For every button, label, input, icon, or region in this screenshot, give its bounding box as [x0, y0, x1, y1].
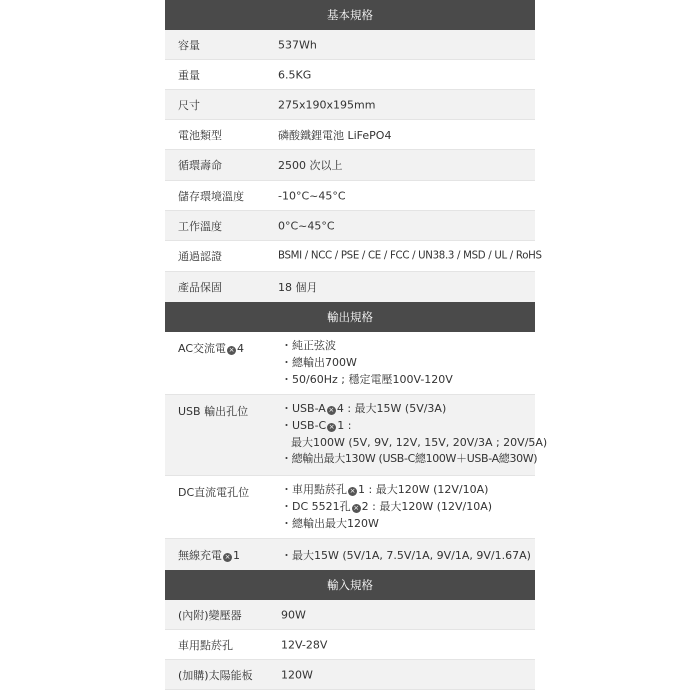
spec-key: (加購)太陽能板 [178, 668, 253, 682]
spec-value: 磷酸鐵鋰電池 LiFePO4 [278, 128, 392, 142]
multiply-icon: × [328, 406, 335, 414]
section-header-basic [165, 0, 535, 30]
spec-value: 90W [281, 608, 306, 621]
spec-key: 重量 [178, 68, 200, 82]
spec-row-weight [165, 60, 535, 90]
spec-row-battery-type [165, 120, 535, 150]
spec-key: AC交流電 × 4 [178, 342, 245, 355]
spec-value: 2500 次以上 [278, 159, 343, 172]
spec-row-storage-temp [165, 181, 535, 211]
list-item: 最大100W (5V, 9V, 12V, 15V, 20V/3A ; 20V/5A) [291, 435, 548, 449]
multiply-icon: × [328, 422, 335, 431]
spec-row-dc-output [165, 476, 535, 539]
multiply-icon: × [228, 346, 235, 354]
list-item: ・總輸出最大130W (USB-C總100W＋USB-A總30W) [281, 452, 538, 466]
spec-key: DC直流電孔位 [178, 486, 250, 499]
spec-value-list [281, 338, 453, 388]
spec-value: 275x190x195mm [278, 98, 376, 111]
spec-key: 容量 [178, 38, 200, 52]
list-item: ・車用點菸孔 × 1 : 最大120W (12V/10A) [281, 483, 489, 496]
section-title: 輸入規格 [327, 578, 373, 592]
spec-row-wireless [165, 539, 535, 570]
spec-key: 電池類型 [178, 128, 222, 142]
spec-key: 產品保固 [178, 281, 222, 294]
spec-row-warranty [165, 272, 535, 302]
spec-row-operating-temp [165, 211, 535, 241]
list-item: ・總輸出700W [281, 355, 357, 369]
spec-key: 工作溫度 [178, 219, 222, 233]
spec-key: 儲存環境溫度 [178, 189, 244, 203]
spec-value: 12V-28V [281, 638, 328, 651]
multiply-icon: × [353, 503, 360, 512]
spec-key: USB 輸出孔位 [178, 405, 249, 418]
spec-value: -10°C~45°C [278, 189, 346, 202]
spec-value: ・最大15W (5V/1A, 7.5V/1A, 9V/1A, 9V/1.67A) [281, 548, 531, 562]
spec-row-cycle-life [165, 150, 535, 181]
spec-row-capacity [165, 30, 535, 60]
spec-row-ac-output [165, 332, 535, 395]
spec-value: 6.5KG [278, 68, 312, 81]
spec-key: (內附)變壓器 [178, 608, 242, 622]
list-item: ・純正弦波 [281, 339, 336, 352]
spec-value: 18 個月 [278, 281, 318, 294]
list-item: ・50/60Hz ; 穩定電壓100V-120V [281, 372, 453, 386]
spec-table [165, 0, 548, 700]
list-item: ・總輸出最大120W [281, 516, 379, 530]
list-item: ・DC 5521孔 × 2 : 最大120W (12V/10A) [281, 499, 493, 513]
spec-value-list [281, 401, 547, 468]
spec-key: 尺寸 [178, 98, 200, 112]
spec-key: 車用點菸孔 [178, 638, 233, 652]
spec-value: 0°C~45°C [278, 219, 335, 232]
section-title: 輸出規格 [327, 310, 373, 324]
spec-value: BSMI / NCC / PSE / CE / FCC / UN38.3 / MSD / UL / RoHS [278, 250, 542, 262]
spec-key: 循環壽命 [178, 159, 222, 172]
list-item: ・USB-C × 1 : [281, 418, 352, 432]
spec-row-certifications [165, 241, 542, 272]
spec-value: 537Wh [278, 38, 317, 51]
multiply-icon: × [349, 487, 356, 495]
spec-row-usb-output [165, 395, 548, 476]
section-header-output [165, 302, 535, 332]
spec-row-adapter [165, 600, 535, 630]
spec-key: 無線充電 × 1 [178, 548, 240, 562]
multiply-icon: × [224, 552, 231, 561]
list-item: ・USB-A × 4 : 最大15W (5V/3A) [281, 402, 447, 415]
spec-key: 通過認證 [178, 250, 222, 263]
spec-row-car-socket [165, 630, 535, 660]
section-title: 基本規格 [327, 8, 373, 22]
spec-value-list [281, 482, 492, 532]
spec-row-solar-panel [165, 660, 535, 690]
spec-value: 120W [281, 668, 313, 681]
spec-row-dimensions [165, 90, 535, 120]
section-header-input [165, 570, 535, 600]
